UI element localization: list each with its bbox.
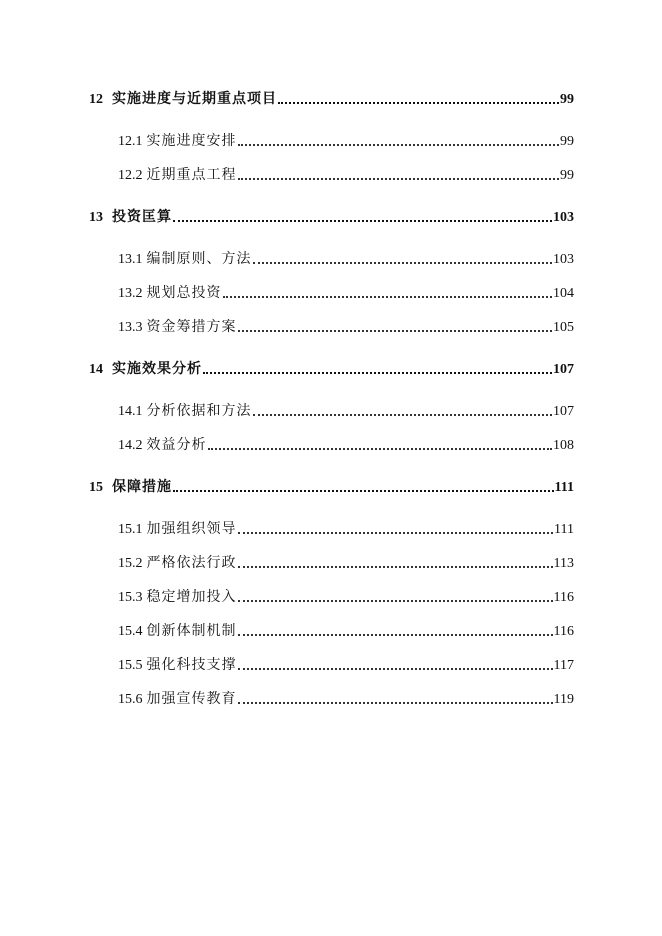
toc-number: 15.4 bbox=[118, 624, 143, 639]
dot-leader bbox=[223, 296, 553, 298]
toc-number: 15.2 bbox=[118, 556, 143, 571]
toc-title: 投资匡算 bbox=[112, 210, 172, 225]
dot-leader bbox=[238, 634, 553, 636]
toc-page-number: 113 bbox=[553, 556, 574, 571]
toc-title: 严格依法行政 bbox=[146, 556, 237, 571]
toc-title: 稳定增加投入 bbox=[146, 590, 237, 605]
toc-number: 15.5 bbox=[118, 658, 143, 673]
toc-number: 12.2 bbox=[118, 168, 143, 183]
toc-section-13-3[interactable] bbox=[0, 314, 662, 336]
dot-leader bbox=[238, 178, 560, 180]
dot-leader bbox=[238, 566, 553, 568]
toc-number: 14.1 bbox=[118, 404, 143, 419]
toc-number: 15 bbox=[89, 480, 103, 495]
toc-chapter-14[interactable] bbox=[0, 356, 662, 378]
dot-leader bbox=[238, 144, 560, 146]
toc-title: 分析依据和方法 bbox=[146, 404, 252, 419]
toc-page-number: 111 bbox=[554, 522, 574, 537]
toc-section-15-6[interactable] bbox=[0, 686, 662, 708]
toc-number: 12 bbox=[89, 92, 103, 107]
toc-number: 15.3 bbox=[118, 590, 143, 605]
toc-page-number: 107 bbox=[553, 404, 574, 419]
toc-page-number: 108 bbox=[553, 438, 574, 453]
toc-section-15-3[interactable] bbox=[0, 584, 662, 606]
toc-page-number: 105 bbox=[553, 320, 574, 335]
toc-title: 实施进度安排 bbox=[146, 134, 237, 149]
toc-section-12-1[interactable] bbox=[0, 128, 662, 150]
toc-page-number: 116 bbox=[553, 624, 574, 639]
toc-title: 加强组织领导 bbox=[146, 522, 237, 537]
toc-number: 14 bbox=[89, 362, 103, 377]
dot-leader bbox=[238, 702, 553, 704]
toc-page-number: 99 bbox=[560, 134, 574, 149]
toc-page-number: 99 bbox=[560, 92, 574, 107]
toc-page-number: 116 bbox=[553, 590, 574, 605]
dot-leader bbox=[173, 490, 554, 492]
toc-title: 保障措施 bbox=[112, 480, 172, 495]
toc-section-13-2[interactable] bbox=[0, 280, 662, 302]
dot-leader bbox=[203, 372, 552, 374]
toc-number: 13 bbox=[89, 210, 103, 225]
toc-page-number: 111 bbox=[554, 480, 574, 495]
toc-title: 实施进度与近期重点项目 bbox=[112, 92, 277, 107]
dot-leader bbox=[278, 102, 559, 104]
toc-section-14-2[interactable] bbox=[0, 432, 662, 454]
dot-leader bbox=[238, 600, 553, 602]
toc-chapter-13[interactable] bbox=[0, 204, 662, 226]
toc-number: 13.1 bbox=[118, 252, 143, 267]
toc-title: 效益分析 bbox=[146, 438, 207, 453]
toc-title: 规划总投资 bbox=[146, 286, 222, 301]
dot-leader bbox=[238, 532, 554, 534]
toc-page-number: 104 bbox=[553, 286, 574, 301]
toc-page-number: 107 bbox=[553, 362, 574, 377]
toc-title: 强化科技支撑 bbox=[146, 658, 237, 673]
dot-leader bbox=[253, 262, 553, 264]
toc-section-15-1[interactable] bbox=[0, 516, 662, 538]
toc-number: 15.6 bbox=[118, 692, 143, 707]
toc-page-number: 117 bbox=[553, 658, 574, 673]
toc-number: 15.1 bbox=[118, 522, 143, 537]
toc-chapter-15[interactable] bbox=[0, 474, 662, 496]
toc-section-14-1[interactable] bbox=[0, 398, 662, 420]
toc-page-number: 119 bbox=[553, 692, 574, 707]
toc-title: 创新体制机制 bbox=[146, 624, 237, 639]
toc-title: 资金筹措方案 bbox=[146, 320, 237, 335]
dot-leader bbox=[238, 330, 553, 332]
dot-leader bbox=[253, 414, 553, 416]
toc-page-number: 99 bbox=[560, 168, 574, 183]
dot-leader bbox=[173, 220, 552, 222]
toc-section-15-4[interactable] bbox=[0, 618, 662, 640]
toc-number: 13.3 bbox=[118, 320, 143, 335]
toc-title: 编制原则、方法 bbox=[146, 252, 252, 267]
toc-section-15-5[interactable] bbox=[0, 652, 662, 674]
toc-page-number: 103 bbox=[553, 210, 574, 225]
toc-number: 12.1 bbox=[118, 134, 143, 149]
dot-leader bbox=[208, 448, 553, 450]
toc-title: 近期重点工程 bbox=[146, 168, 237, 183]
toc-title: 加强宣传教育 bbox=[146, 692, 237, 707]
toc-number: 14.2 bbox=[118, 438, 143, 453]
toc-section-13-1[interactable] bbox=[0, 246, 662, 268]
toc-page-number: 103 bbox=[553, 252, 574, 267]
toc-section-15-2[interactable] bbox=[0, 550, 662, 572]
toc-chapter-12[interactable] bbox=[0, 86, 662, 108]
toc-title: 实施效果分析 bbox=[112, 362, 202, 377]
toc-section-12-2[interactable] bbox=[0, 162, 662, 184]
toc-number: 13.2 bbox=[118, 286, 143, 301]
dot-leader bbox=[238, 668, 553, 670]
